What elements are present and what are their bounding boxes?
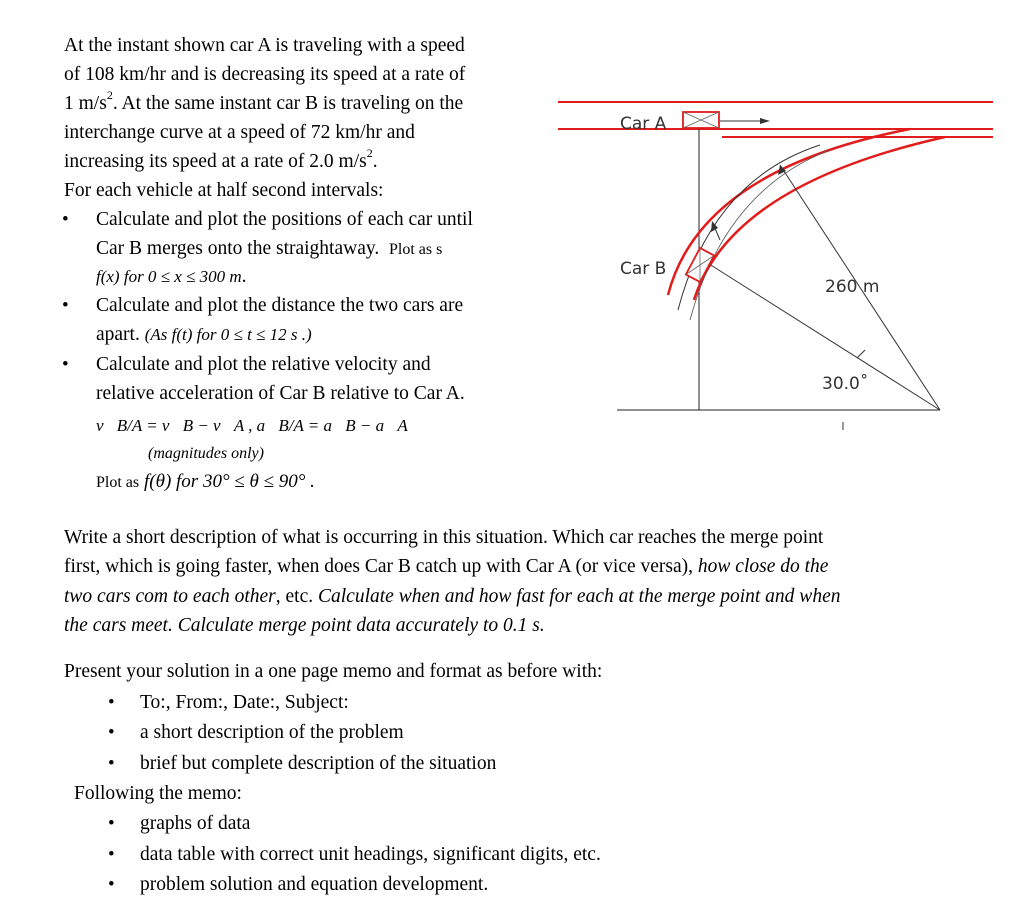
task-1-text: Car B merges onto the straightaway.	[96, 238, 380, 259]
bullet-2: •	[62, 295, 69, 316]
task-2-line-2	[96, 320, 312, 349]
description-text: first, which is going faster, when does Car B catch up with Car A (or vice versa),	[64, 556, 698, 577]
description-line-4: the cars meet. Calculate merge point data accurately to 0.1 s.	[64, 615, 545, 636]
following-item-2: data table with correct unit headings, significant digits, etc.	[140, 844, 601, 865]
memo-bullet: •	[108, 813, 115, 834]
memo-item-2: a short description of the problem	[140, 722, 404, 743]
intro-line-3-rest: . At the same instant car B is traveling on the	[112, 93, 464, 114]
ramp-curve-inner	[694, 137, 945, 300]
radius-label: 260 m	[825, 277, 880, 297]
task-2-line-1: Calculate and plot the distance the two cars are	[96, 295, 464, 316]
superscript: 2	[106, 87, 113, 102]
intro-line-2: of 108 km/hr and is decreasing its speed at a rate of	[64, 64, 466, 85]
description-italic: how close do the	[697, 556, 829, 577]
task-1-line-2	[96, 234, 442, 264]
car-b-label: Car B	[620, 259, 667, 279]
description-text: , etc.	[275, 586, 318, 607]
task-3-equation: v⃗B/A = v⃗B − v⃗A , a⃗B/A = a⃗B − a⃗A	[96, 416, 408, 435]
period: .	[241, 266, 247, 287]
memo-bullet: •	[108, 844, 115, 865]
intro-line-5	[64, 147, 465, 176]
car-a-label: Car A	[620, 114, 667, 134]
intro-rate-a: 1 m/s	[64, 93, 107, 114]
description-line-3	[64, 582, 840, 611]
task-2-formula: (As f(t) for 0 ≤ t ≤ 12 s .)	[144, 325, 312, 344]
task-1-plot-as: Plot as s	[388, 241, 443, 258]
task-1-line-3	[96, 262, 247, 291]
interchange-figure	[555, 80, 995, 440]
intro-paragraph	[64, 31, 465, 205]
task-3-line-2: relative acceleration of Car B relative to Car A.	[96, 383, 465, 404]
car-a-direction-head	[760, 118, 770, 124]
task-3-formula: f(θ) for 30° ≤ θ ≤ 90° .	[144, 471, 315, 492]
intro-line-6: For each vehicle at half second intervals:	[64, 180, 384, 201]
intro-line-3	[64, 89, 465, 118]
memo-bullet: •	[108, 722, 115, 743]
description-italic: Calculate when and how fast for each at the merge point and when	[318, 586, 841, 607]
memo-bullet: •	[108, 692, 115, 713]
description-line-1: Write a short description of what is occurring in this situation. Which car reaches the merge point	[64, 527, 824, 548]
angle-arrow	[857, 350, 865, 358]
task-3-plot-as: Plot as	[96, 474, 140, 491]
memo-bullet: •	[108, 874, 115, 895]
car-b-group	[686, 248, 714, 282]
memo-following: Following the memo:	[74, 783, 242, 804]
intro-line-1: At the instant shown car A is traveling with a speed	[64, 35, 465, 56]
description-italic: two cars com to each other	[64, 586, 276, 607]
superscript: 2	[366, 145, 373, 160]
following-item-3: problem solution and equation development.	[140, 874, 489, 895]
arc-arrow-head	[711, 221, 718, 232]
task-3-magnitudes: (magnitudes only)	[148, 445, 264, 462]
task-1-line-1: Calculate and plot the positions of each car until	[96, 209, 473, 230]
memo-item-1: To:, From:, Date:, Subject:	[140, 692, 349, 713]
period: .	[372, 151, 378, 172]
angle-label: 30.0˚	[822, 374, 869, 394]
task-1-formula: f(x) for 0 ≤ x ≤ 300 m	[96, 267, 242, 286]
task-3-line-1: Calculate and plot the relative velocity and	[96, 354, 431, 375]
memo-intro: Present your solution in a one page memo and format as before with:	[64, 661, 603, 682]
task-2-text: apart.	[96, 324, 140, 345]
memo-item-3: brief but complete description of the situation	[140, 753, 497, 774]
following-item-1: graphs of data	[140, 813, 251, 834]
intro-rate-b: increasing its speed at a rate of 2.0 m/s	[64, 151, 367, 172]
task-3-plot	[96, 467, 315, 497]
bullet-1: •	[62, 209, 69, 230]
description-line-2	[64, 552, 828, 581]
memo-bullet: •	[108, 753, 115, 774]
bullet-3: •	[62, 354, 69, 375]
intro-line-4: interchange curve at a speed of 72 km/hr and	[64, 122, 415, 143]
